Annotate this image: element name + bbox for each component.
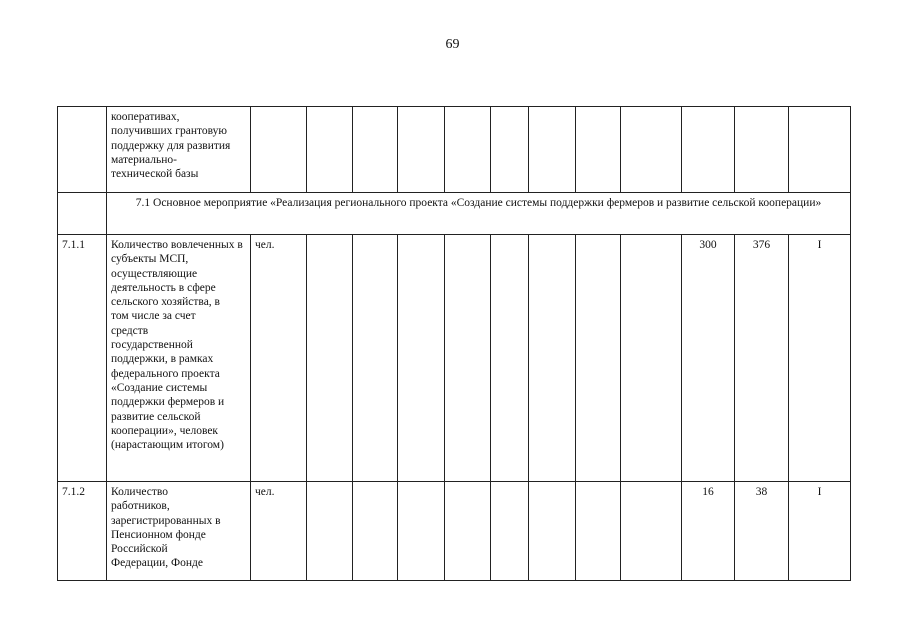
empty-cell xyxy=(353,482,398,581)
flag-cell: I xyxy=(789,235,851,482)
desc-line: Российской xyxy=(111,543,168,556)
desc-line: поддержки, в рамках xyxy=(111,353,214,366)
empty-cell xyxy=(398,482,445,581)
value-cell xyxy=(682,107,735,193)
empty-cell xyxy=(398,235,445,482)
desc-line: осуществляющие xyxy=(111,267,198,280)
desc-line: том числе за счет xyxy=(111,310,196,323)
desc-line: Количество вовлеченных в xyxy=(111,239,243,251)
empty-cell xyxy=(445,235,491,482)
value-cell xyxy=(735,107,789,193)
table-row xyxy=(58,107,851,193)
section-row xyxy=(58,193,851,235)
empty-cell xyxy=(529,235,576,482)
empty-cell xyxy=(491,235,529,482)
desc-line: федерального проекта xyxy=(111,367,220,380)
desc-line: технической базы xyxy=(111,168,199,181)
empty-cell xyxy=(353,107,398,193)
empty-cell xyxy=(445,107,491,193)
desc-line: поддержку для развития xyxy=(111,139,231,152)
empty-cell xyxy=(398,107,445,193)
desc-line: зарегистрированных в xyxy=(111,514,221,527)
row-number-cell xyxy=(58,193,107,235)
desc-line: развитие сельской xyxy=(111,410,201,423)
empty-cell xyxy=(529,107,576,193)
desc-line: деятельность в сфере xyxy=(111,281,216,294)
unit-cell: чел. xyxy=(251,235,307,482)
empty-cell xyxy=(621,482,682,581)
indicators-table xyxy=(57,106,851,581)
indicator-description xyxy=(107,235,251,482)
value-cell: 300 xyxy=(682,235,735,482)
table-row xyxy=(58,482,851,581)
row-number-cell: 7.1.2 xyxy=(58,482,107,581)
unit-cell: чел. xyxy=(251,482,307,581)
empty-cell xyxy=(353,235,398,482)
indicator-description xyxy=(107,107,251,193)
row-number-cell: 7.1.1 xyxy=(58,235,107,482)
desc-line: кооперации», человек xyxy=(111,424,219,437)
desc-line: Федерации, Фонде xyxy=(111,557,204,570)
value-cell: 16 xyxy=(682,482,735,581)
indicator-description xyxy=(107,482,251,581)
desc-line: получивших грантовую xyxy=(111,125,227,138)
desc-line: средств xyxy=(111,324,149,337)
empty-cell xyxy=(307,107,353,193)
empty-cell xyxy=(307,235,353,482)
unit-cell xyxy=(251,107,307,193)
desc-line: материально- xyxy=(111,153,177,166)
desc-line: «Создание системы xyxy=(111,381,208,394)
empty-cell xyxy=(491,107,529,193)
empty-cell xyxy=(576,482,621,581)
empty-cell xyxy=(576,107,621,193)
empty-cell xyxy=(491,482,529,581)
desc-line: работников, xyxy=(111,500,170,513)
empty-cell xyxy=(576,235,621,482)
empty-cell xyxy=(445,482,491,581)
desc-line: Количество xyxy=(111,486,168,498)
desc-line: Пенсионном фонде xyxy=(111,528,206,541)
desc-line: (нарастающим итогом) xyxy=(111,439,224,452)
section-heading: 7.1 Основное мероприятие «Реализация регионального проекта «Создание системы поддержки фермеров и развитие сельской кооперации» xyxy=(107,193,851,235)
row-number-cell xyxy=(58,107,107,193)
flag-cell xyxy=(789,107,851,193)
table-row xyxy=(58,235,851,482)
value-cell: 38 xyxy=(735,482,789,581)
empty-cell xyxy=(621,107,682,193)
desc-line: государственной xyxy=(111,339,193,352)
empty-cell xyxy=(529,482,576,581)
value-cell: 376 xyxy=(735,235,789,482)
desc-line: сельского хозяйства, в xyxy=(111,296,220,309)
desc-line: кооперативах, xyxy=(111,111,180,123)
empty-cell xyxy=(621,235,682,482)
desc-line: поддержки фермеров и xyxy=(111,396,225,409)
flag-cell: I xyxy=(789,482,851,581)
empty-cell xyxy=(307,482,353,581)
page-number: 69 xyxy=(445,37,460,52)
desc-line: субъекты МСП, xyxy=(111,253,189,266)
